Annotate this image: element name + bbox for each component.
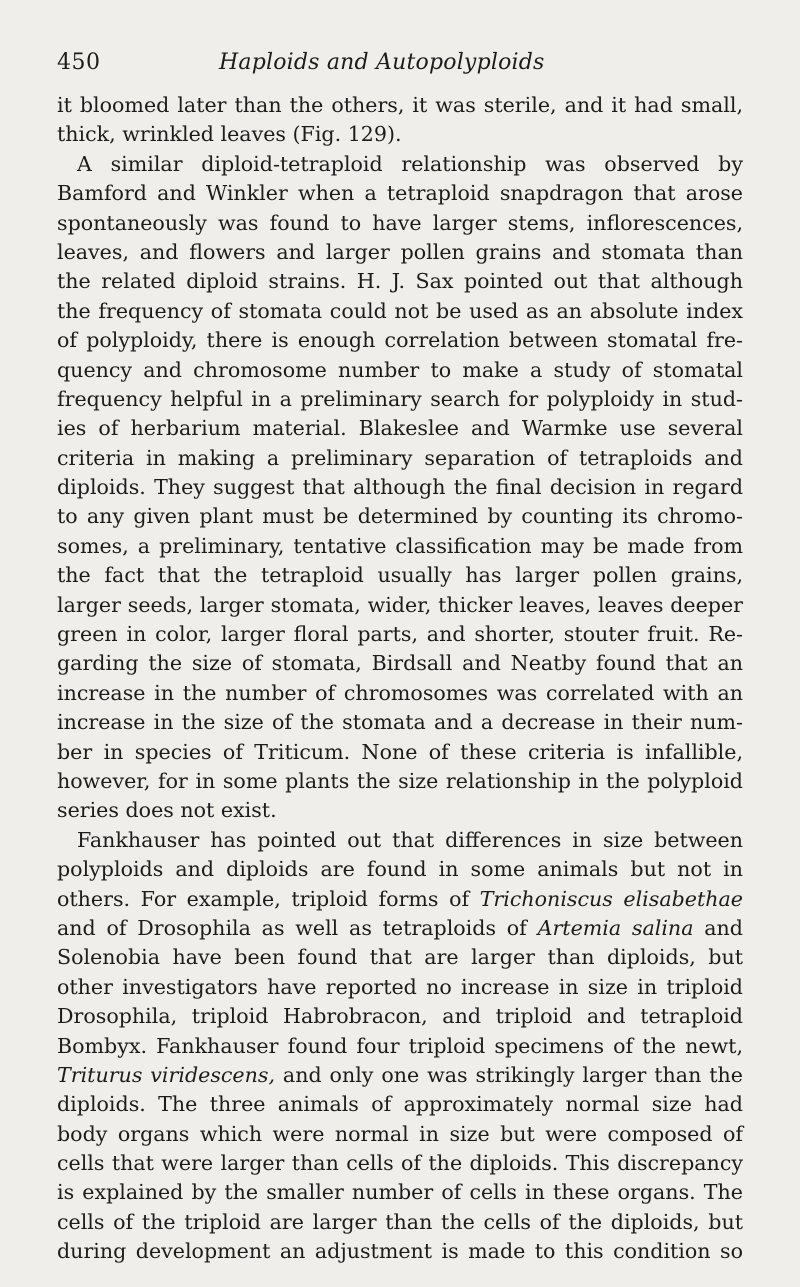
text-line: diploids. They suggest that although the final decision in regard (57, 475, 743, 500)
species-name: Artemia salina (537, 915, 694, 940)
text-line: series does not exist. (57, 798, 277, 823)
text-line: garding the size of stomata, Birdsall and Neatby found that an (57, 651, 743, 676)
text-line: A similar diploid-tetraploid relationship was observed by (77, 151, 743, 176)
text-line: leaves, and flowers and larger pollen grains and stomata than (57, 239, 743, 264)
text-line: cells of the triploid are larger than the cells of the diploids, but (57, 1209, 743, 1234)
text-line: ber in species of Triticum. None of these criteria is infallible, (57, 739, 743, 764)
text-line: Fankhauser has pointed out that differences in size between (77, 827, 743, 852)
text-line: the frequency of stomata could not be used as an absolute index (57, 298, 743, 323)
page-header (57, 50, 743, 86)
text-line (57, 885, 743, 914)
text-line: is explained by the smaller number of cells in these organs. The (57, 1180, 743, 1205)
text-line: the related diploid strains. H. J. Sax pointed out that although (57, 269, 743, 294)
species-name: Trichoniscus elisabethae (479, 886, 743, 911)
text-line: to any given plant must be determined by counting its chromo- (57, 504, 743, 529)
body-text (57, 91, 743, 1267)
running-title: Haploids and Autopolyploids (219, 50, 545, 75)
text-line: Bamford and Winkler when a tetraploid snapdragon that arose (57, 181, 743, 206)
text-line: somes, a preliminary, tentative classification may be made from (57, 533, 743, 558)
text-line: criteria in making a preliminary separation of tetraploids and (57, 445, 743, 470)
page-number: 450 (57, 50, 101, 75)
text-line: quency and chromosome number to make a study of stomatal (57, 357, 743, 382)
text-line: it bloomed later than the others, it was sterile, and it had small, (57, 93, 743, 117)
text-line: Solenobia have been found that are larger than diploids, but (57, 945, 743, 970)
text-line: during development an adjustment is made to this condition so (57, 1239, 743, 1264)
text-line: of polyploidy, there is enough correlation between stomatal fre- (57, 328, 743, 353)
text-segment: and only one was strikingly larger than the (275, 1062, 743, 1087)
text-line: larger seeds, larger stomata, wider, thicker leaves, leaves deeper (57, 592, 743, 617)
species-name: Triturus viridescens, (57, 1062, 275, 1087)
text-line: ies of herbarium material. Blakeslee and Warmke use several (57, 416, 743, 441)
text-line: other investigators have reported no increase in size in triploid (57, 974, 743, 999)
text-line: however, for in some plants the size relationship in the polyploid (57, 768, 743, 793)
text-line: diploids. The three animals of approximately normal size had (57, 1092, 743, 1117)
text-line: the fact that the tetraploid usually has larger pollen grains, (57, 563, 743, 588)
text-line: frequency helpful in a preliminary search for polyploidy in stud- (57, 386, 743, 411)
text-segment: and (693, 915, 743, 940)
text-line: body organs which were normal in size but were composed of (57, 1121, 743, 1146)
text-segment: others. For example, triploid forms of (57, 886, 480, 911)
text-line: Drosophila, triploid Habrobracon, and triploid and tetraploid (57, 1004, 743, 1029)
text-line: Bombyx. Fankhauser found four triploid specimens of the newt, (57, 1033, 743, 1058)
text-line (57, 914, 743, 943)
text-line: spontaneously was found to have larger stems, inflorescences, (57, 210, 743, 235)
text-line (57, 1061, 743, 1090)
text-line: increase in the number of chromosomes was correlated with an (57, 680, 743, 705)
text-line: thick, wrinkled leaves (Fig. 129). (57, 122, 402, 147)
text-segment: and of Drosophila as well as tetraploids of (57, 915, 538, 940)
text-line: cells that were larger than cells of the diploids. This discrepancy (57, 1151, 743, 1176)
text-line: increase in the size of the stomata and a decrease in their num- (57, 710, 743, 735)
text-line: green in color, larger floral parts, and shorter, stouter fruit. Re- (57, 622, 743, 647)
text-line: polyploids and diploids are found in some animals but not in (57, 857, 743, 882)
